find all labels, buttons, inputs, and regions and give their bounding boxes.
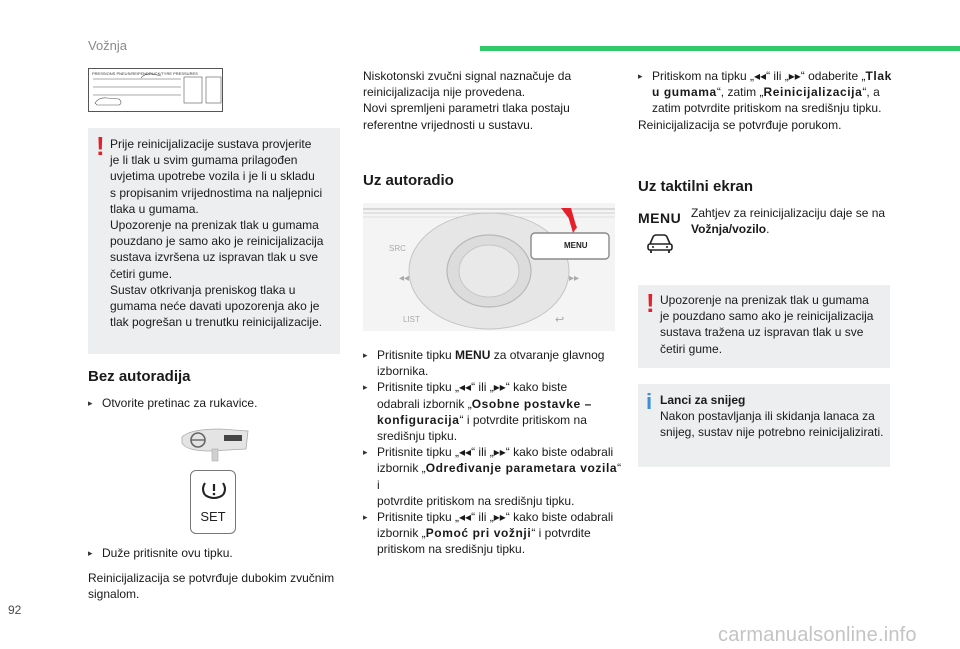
warning-notice-right	[638, 285, 890, 368]
heading-with-radio: Uz autoradio	[363, 172, 454, 189]
radio-drawing	[363, 203, 615, 331]
info-title: Lanci za snijeg	[660, 393, 746, 407]
warning-exclamation-icon: !	[96, 131, 105, 161]
intro-text-middle: Niskotonski zvučni signal naznačuje da reinicijalizacija nije provedena. Novi spremljeni parametri tlaka postaju referentne vrijednosti u sustavu.	[363, 69, 572, 132]
steps-without-radio	[88, 395, 340, 411]
bullet-arrow-icon: ▸	[363, 447, 368, 458]
heading-touchscreen: Uz taktilni ekran	[638, 178, 754, 195]
tyre-pressure-label-image	[88, 68, 223, 112]
radio-menu-label: MENU	[564, 241, 588, 250]
list-item: ▸ Duže pritisnite ovu tipku.	[88, 546, 233, 560]
info-notice-right	[638, 384, 890, 467]
menu-icon: MENU	[638, 210, 682, 226]
list-item: ▸ Pritisnite tipku „◂◂“ ili „▸▸“ kako biste odabrali izbornik „Određivanje parametara vozila“ i potvrdite pritiskom na središnju tipku.	[363, 445, 622, 508]
warning-notice-left	[88, 128, 340, 354]
bullet-arrow-icon: ▸	[88, 398, 93, 408]
warning-exclamation-icon: !	[646, 288, 655, 318]
page-number: 92	[8, 603, 22, 617]
radio-src-label: SRC	[389, 244, 406, 253]
watermark: carmanualsonline.info	[718, 624, 917, 646]
tyre-label-caption: PRESSIONS PNEUS/REIFENDRUCK/TYRE PRESSURES	[92, 71, 198, 76]
touchscreen-text: Zahtjev za reinicijalizaciju daje se na Vožnja/vozilo.	[691, 206, 886, 237]
radio-list-label: LIST	[403, 315, 420, 324]
steps-right-top	[638, 68, 900, 117]
svg-text:◂◂: ◂◂	[399, 273, 410, 284]
section-header: Vožnja	[88, 38, 128, 53]
list-item: ▸ Pritisnite tipku „◂◂“ ili „▸▸“ kako biste odabrali izbornik „Pomoć pri vožnji“ i potvrdite pritiskom na središnju tipku.	[363, 510, 614, 557]
bullet-arrow-icon: ▸	[363, 382, 368, 393]
info-text: Lanci za snijeg Nakon postavljanja ili skidanja lanaca za snijeg, sustav nije potrebno reinicijalizirati.	[660, 393, 884, 440]
car-icon	[646, 232, 674, 254]
section-accent-bar	[480, 46, 960, 51]
heading-without-radio: Bez autoradija	[88, 368, 191, 385]
bullet-arrow-icon: ▸	[88, 548, 93, 558]
svg-text:▸▸: ▸▸	[569, 273, 580, 284]
bullet-arrow-icon: ▸	[363, 512, 368, 523]
list-item: ▸ Otvorite pretinac za rukavice.	[88, 396, 258, 410]
warning-text: Prije reinicijalizacije sustava provjerite je li tlak u svim gumama prilagođen uvjetima upotrebe vozila i je li u skladu s propisanim vrijednostima na naljepnici tlaka u gumama. Upozorenje na prenizak tlak u gumama pouzdano je samo ako je reinicijalizacija sustava izvršena uz ispravan tlak u sve četiri gume. Sustav otkrivanja preniskog tlaka u gumama neće davati upozorenja ako je tlak pogrešan u trenutku reinicijalizacije.	[110, 137, 324, 330]
set-label: SET	[200, 509, 226, 524]
list-item: ▸ Pritisnite tipku MENU za otvaranje glavnog izbornika.	[363, 348, 605, 379]
tyre-pressure-warning-icon	[191, 471, 237, 509]
bullet-arrow-icon: ▸	[638, 71, 643, 81]
info-icon: i	[646, 389, 653, 414]
steps-with-radio	[363, 347, 625, 558]
set-button-illustration	[190, 470, 236, 534]
bullet-arrow-icon: ▸	[363, 350, 368, 360]
dashboard-steering-illustration	[180, 425, 250, 463]
confirm-text-right: Reinicijalizacija se potvrđuje porukom.	[638, 118, 842, 132]
confirm-text-left: Reinicijalizacija se potvrđuje dubokim zvučnim signalom.	[88, 571, 335, 602]
radio-panel-illustration	[363, 203, 615, 331]
list-item: ▸ Pritisnite tipku „◂◂“ ili „▸▸“ kako biste odabrali izbornik „Osobne postavke – konfiguracija“ i potvrdite pritiskom na središnju tipku.	[363, 380, 592, 444]
warning-text: Upozorenje na prenizak tlak u gumama je pouzdano samo ako je reinicijalizacija sustava tražena uz ispravan tlak u sve četiri gume.	[660, 293, 874, 356]
svg-text:↩: ↩	[555, 314, 565, 326]
steps-press-button	[88, 545, 340, 561]
list-item: ▸ Pritiskom na tipku „◂◂“ ili „▸▸“ odaberite „Tlak u gumama“, zatim „Reinicijalizacija“, a zatim potvrdite pritiskom na središnju tipku.	[638, 69, 892, 116]
